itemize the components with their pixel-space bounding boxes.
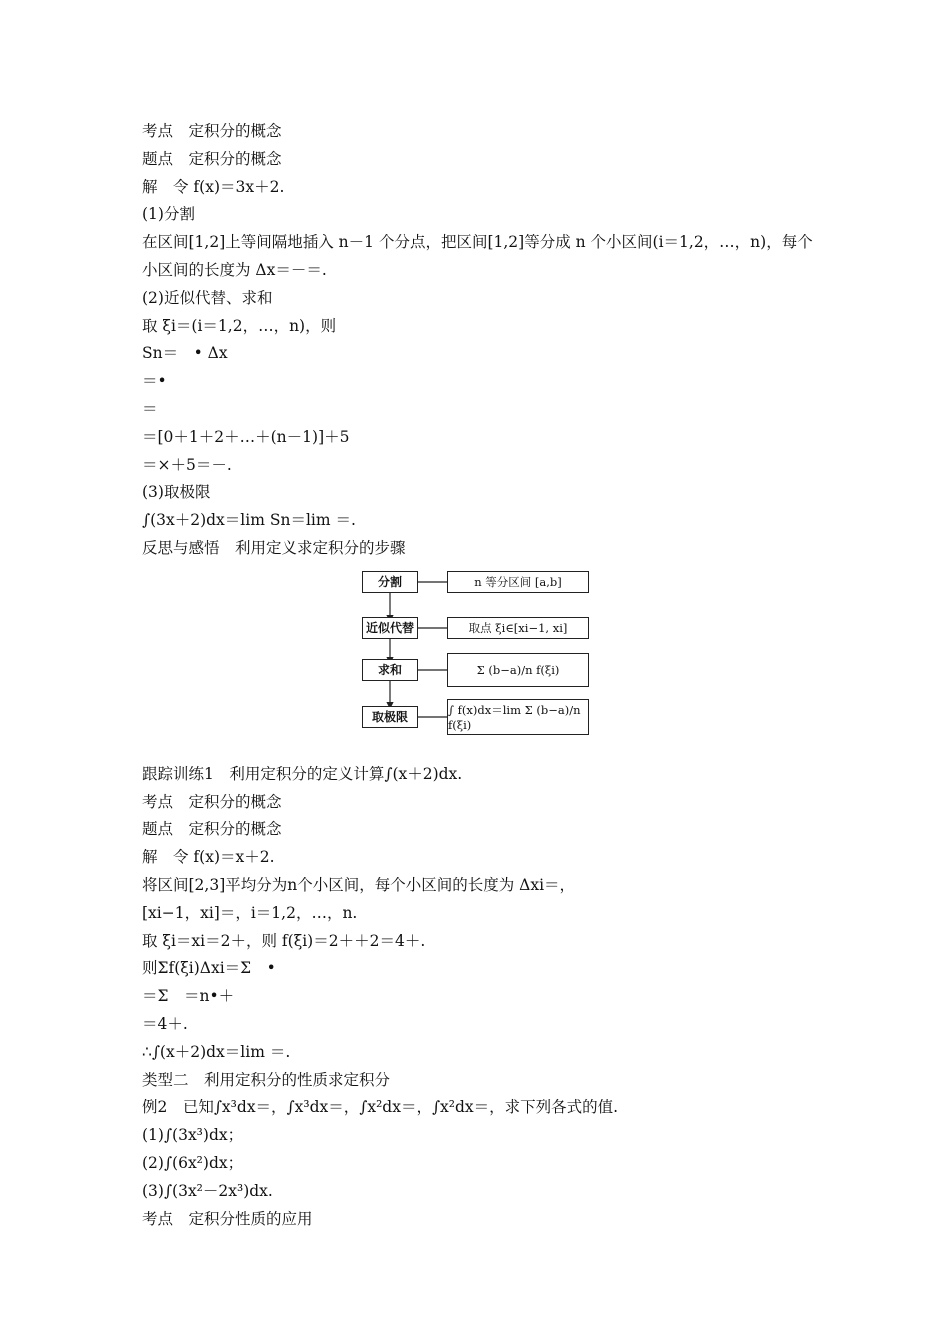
text-line: 考点 定积分的概念 — [142, 122, 282, 140]
steps-flowchart — [142, 567, 822, 757]
text-line: 跟踪训练1 利用定积分的定义计算∫(x＋2)dx. — [142, 764, 463, 783]
flow-step-sum: 求和 — [362, 659, 418, 681]
text-line: ＝ — [142, 399, 158, 418]
text-line: 取 ξi＝xi＝2＋，则 f(ξi)＝2＋＋2＝4＋. — [142, 931, 426, 950]
text-line: 将区间[2,3]平均分为n个小区间，每个小区间的长度为 Δxi＝， — [142, 875, 576, 894]
flow-detail-divide: n 等分区间 [a,b] — [447, 571, 589, 593]
text-line: ＝4＋. — [142, 1014, 188, 1033]
text-line: (2)近似代替、求和 — [142, 288, 273, 307]
text-line: ＝[0＋1＋2＋…＋(n－1)]＋5 — [142, 427, 350, 446]
flow-detail-limit: ∫ f(x)dx＝lim Σ (b−a)/n f(ξi) — [447, 699, 589, 735]
text-line: ＝Σ ＝n•＋ — [142, 987, 235, 1006]
text-line: (2)∫(6x²)dx； — [142, 1153, 244, 1172]
text-line: 则Σf(ξi)Δxi＝Σ • — [142, 959, 276, 978]
flow-step-divide: 分割 — [362, 571, 418, 593]
flow-detail-sum: Σ (b−a)/n f(ξi) — [447, 653, 589, 687]
text-line: 例2 已知∫x³dx＝，∫x³dx＝，∫x²dx＝，∫x²dx＝，求下列各式的值. — [142, 1098, 619, 1117]
text-line: 反思与感悟 利用定义求定积分的步骤 — [142, 538, 406, 557]
text-line: ∫(3x＋2)dx＝lim Sn＝lim ＝. — [142, 511, 356, 530]
text-line: Sn＝ • Δx — [142, 344, 228, 363]
text-line: 解 令 f(x)＝x＋2. — [142, 848, 275, 867]
text-line: [xi−1，xi]＝，i＝1,2，…，n. — [142, 903, 358, 922]
text-line: 解 令 f(x)＝3x＋2. — [142, 177, 285, 196]
text-line: (1)∫(3x³)dx； — [142, 1126, 244, 1145]
document-page — [142, 118, 822, 1233]
text-line: 题点 定积分的概念 — [142, 820, 282, 839]
flow-step-approximate: 近似代替 — [362, 617, 418, 639]
text-line: (1)分割 — [142, 205, 195, 224]
section-heading: 类型二 利用定积分的性质求定积分 — [142, 1070, 391, 1089]
text-line: (3)取极限 — [142, 483, 211, 502]
text-line: 考点 定积分性质的应用 — [142, 1209, 313, 1228]
text-line: ＝×＋5＝－. — [142, 455, 232, 474]
flow-step-limit: 取极限 — [362, 706, 418, 728]
flow-detail-approximate: 取点 ξi∈[xi−1, xi] — [447, 617, 589, 639]
text-line: ∴∫(x＋2)dx＝lim ＝. — [142, 1042, 291, 1061]
text-line: 在区间[1,2]上等间隔地插入 n－1 个分点，把区间[1,2]等分成 n 个小区间(i＝1,2，…，n)，每个小区间的长度为 Δx＝－＝. — [142, 233, 813, 279]
text-line: 考点 定积分的概念 — [142, 792, 282, 811]
text-line: 取 ξi＝(i＝1,2，…，n)，则 — [142, 316, 337, 335]
text-line: 题点 定积分的概念 — [142, 149, 282, 168]
text-line: (3)∫(3x²－2x³)dx. — [142, 1181, 273, 1200]
text-line: ＝• — [142, 372, 167, 391]
